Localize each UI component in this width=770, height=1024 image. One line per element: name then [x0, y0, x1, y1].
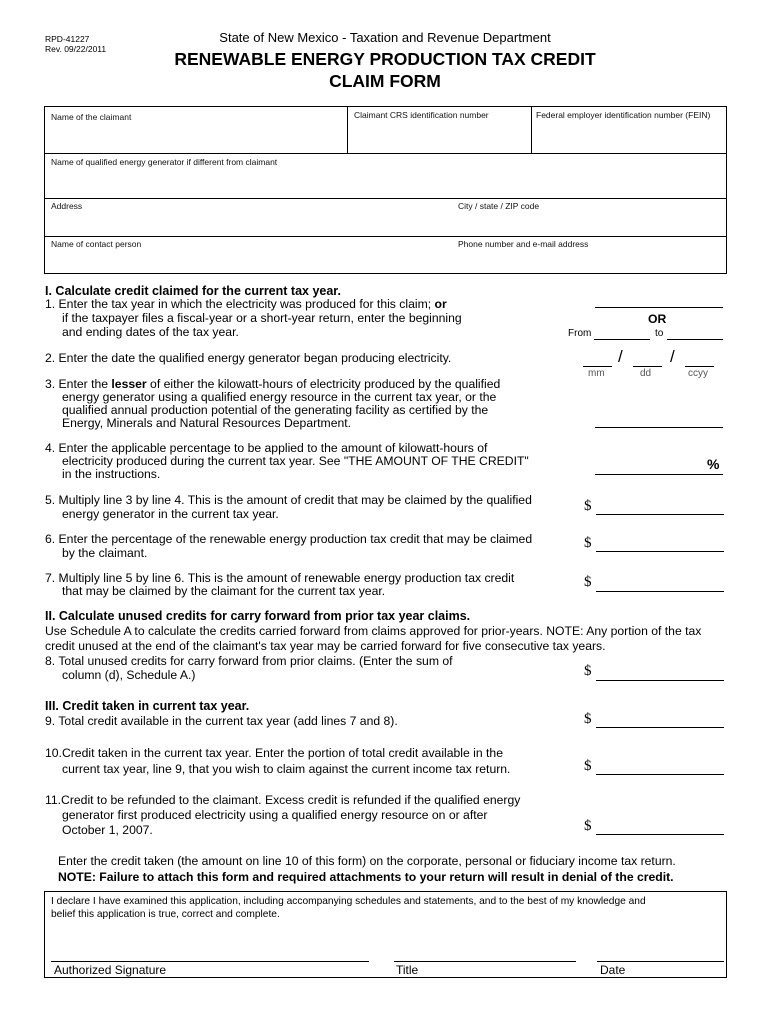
line-10-text-a: 10.Credit taken in the current tax year. Enter the portion of total credit available in the: [45, 746, 503, 760]
line-8-text-b: column (d), Schedule A.): [62, 668, 196, 682]
contact-person-field[interactable]: Name of contact person: [51, 239, 142, 249]
line-7-text-b: that may be claimed by the claimant for the current tax year.: [62, 584, 386, 598]
footer-note: NOTE: Failure to attach this form and required attachments to your return will result in denial of the credit.: [58, 870, 674, 884]
line-1-text-b: if the taxpayer files a fiscal-year or a short-year return, enter the beginning: [62, 311, 462, 325]
line-8-text-a: 8. Total unused credits for carry forward from prior claims. (Enter the sum of: [45, 654, 453, 668]
date-label: Date: [600, 963, 626, 977]
phone-email-field[interactable]: Phone number and e-mail address: [458, 239, 589, 249]
section-3-heading: III. Credit taken in current tax year.: [45, 699, 250, 713]
line-2-ccyy-label: ccyy: [688, 368, 708, 379]
claimant-fein-field[interactable]: Federal employer identification number (FEIN): [536, 110, 711, 120]
city-state-zip-field[interactable]: City / state / ZIP code: [458, 201, 540, 211]
line-1-tax-year-input[interactable]: [595, 307, 723, 308]
line-11-text-b: generator first produced electricity using a qualified energy resource on or after: [62, 808, 488, 822]
line-1-from-input[interactable]: [594, 339, 650, 340]
line-3-text-post: of either the kilowatt-hours of electricity produced by the qualified: [150, 377, 501, 391]
col-divider: [531, 106, 532, 153]
line-1-or-label: OR: [648, 312, 667, 326]
section-1-heading: I. Calculate credit claimed for the current tax year.: [45, 284, 341, 298]
row-divider: [44, 236, 727, 237]
line-11-text-a: 11.Credit to be refunded to the claimant. Excess credit is refunded if the qualified energy: [45, 793, 521, 807]
line-3-text-pre: 3. Enter the: [45, 377, 109, 391]
line-6-text-b: by the claimant.: [62, 546, 148, 560]
section-2-heading: II. Calculate unused credits for carry forward from prior tax year claims.: [45, 609, 471, 623]
line-6-text-a: 6. Enter the percentage of the renewable energy production tax credit that may be claimed: [45, 532, 533, 546]
claimant-crs-field[interactable]: Claimant CRS identification number: [354, 110, 489, 120]
line-5-text-b: energy generator in the current tax year.: [62, 507, 279, 521]
line-2-text: 2. Enter the date the qualified energy generator began producing electricity.: [45, 351, 452, 365]
title-label: Title: [396, 963, 419, 977]
line-7-input[interactable]: [596, 591, 724, 592]
line-3-lesser: lesser: [111, 377, 147, 391]
generator-name-field[interactable]: Name of qualified energy generator if different from claimant: [51, 157, 278, 167]
signature-input[interactable]: [51, 961, 369, 962]
line-5-input[interactable]: [596, 514, 724, 515]
line-4-text-b: electricity produced during the current tax year. See "THE AMOUNT OF THE CREDIT": [62, 454, 529, 468]
line-7-text-a: 7. Multiply line 5 by line 6. This is the amount of renewable energy production tax credit: [45, 571, 515, 585]
title-input[interactable]: [394, 961, 576, 962]
line-8-input[interactable]: [596, 680, 724, 681]
line-5-text-a: 5. Multiply line 3 by line 4. This is the amount of credit that may be claimed by the qualified: [45, 493, 532, 507]
form-title-line1: RENEWABLE ENERGY PRODUCTION TAX CREDIT: [174, 49, 596, 69]
line-6-input[interactable]: [596, 551, 724, 552]
line-3-text-b: energy generator using a qualified energy resource in the current tax year, or the: [62, 390, 497, 404]
form-title-line2: CLAIM FORM: [329, 71, 441, 91]
row-divider: [44, 198, 727, 199]
declaration-text-2: belief this application is true, correct and complete.: [51, 909, 280, 920]
address-field[interactable]: Address: [51, 201, 83, 211]
line-2-slash-2: /: [670, 347, 675, 366]
agency-name: State of New Mexico - Taxation and Revenue Department: [219, 30, 551, 45]
line-9-dollar-sign: $: [584, 711, 592, 727]
line-6-dollar-sign: $: [584, 535, 592, 551]
line-10-text-b: current tax year, line 9, that you wish to claim against the current income tax return.: [62, 762, 511, 776]
section-2-intro-1: Use Schedule A to calculate the credits carried forward from claims approved for prior-years. NOTE: Any portion of the tax: [45, 624, 702, 638]
line-3-text-d: Energy, Minerals and Natural Resources Department.: [62, 416, 352, 430]
line-2-mm-label: mm: [588, 368, 605, 379]
declaration-text-1: I declare I have examined this application, including accompanying schedules and statements, and to the best of my knowledge and: [51, 896, 646, 907]
line-1-text-a: 1. Enter the tax year in which the electricity was produced for this claim;: [45, 297, 432, 311]
signature-label: Authorized Signature: [54, 963, 167, 977]
date-input[interactable]: [597, 961, 724, 962]
line-3-text-c: qualified annual production potential of the generating facility as certified by the: [62, 403, 489, 417]
line-9-input[interactable]: [596, 727, 724, 728]
row-divider: [44, 153, 727, 154]
line-2-dd-label: dd: [640, 368, 652, 379]
line-2-day-input[interactable]: [633, 366, 662, 367]
line-10-dollar-sign: $: [584, 758, 592, 774]
line-2-slash-1: /: [618, 347, 623, 366]
line-4-text-a: 4. Enter the applicable percentage to be applied to the amount of kilowatt-hours of: [45, 441, 488, 455]
line-4-input[interactable]: [595, 474, 723, 475]
line-1-from-label: From: [568, 328, 592, 339]
line-1-to-input[interactable]: [667, 339, 723, 340]
line-2-year-input[interactable]: [685, 366, 714, 367]
line-10-input[interactable]: [596, 774, 724, 775]
line-4-percent-sign: %: [707, 456, 720, 472]
line-4-text-c: in the instructions.: [62, 467, 161, 481]
line-1-or: or: [434, 297, 447, 311]
line-1-to-label: to: [655, 328, 664, 339]
line-7-dollar-sign: $: [584, 574, 592, 590]
claimant-box-border: [44, 106, 727, 274]
line-11-dollar-sign: $: [584, 818, 592, 834]
line-3-input[interactable]: [595, 427, 723, 428]
line-11-text-c: October 1, 2007.: [62, 823, 153, 837]
col-divider: [347, 106, 348, 153]
line-1-text: [45, 298, 447, 312]
line-11-input[interactable]: [596, 834, 724, 835]
form-number: RPD-41227: [45, 34, 90, 44]
line-1-text-c: and ending dates of the tax year.: [62, 325, 239, 339]
line-2-month-input[interactable]: [583, 366, 612, 367]
claimant-name-field[interactable]: Name of the claimant: [51, 112, 132, 122]
form-revision: Rev. 09/22/2011: [45, 44, 107, 54]
line-8-dollar-sign: $: [584, 663, 592, 679]
line-9-text: 9. Total credit available in the current tax year (add lines 7 and 8).: [45, 714, 398, 728]
section-2-intro-2: credit unused at the end of the claimant's tax year may be carried forward for five consecutive tax years.: [45, 639, 606, 653]
footer-instruction: Enter the credit taken (the amount on line 10 of this form) on the corporate, personal or fiduciary income tax return.: [58, 854, 676, 868]
line-5-dollar-sign: $: [584, 498, 592, 514]
